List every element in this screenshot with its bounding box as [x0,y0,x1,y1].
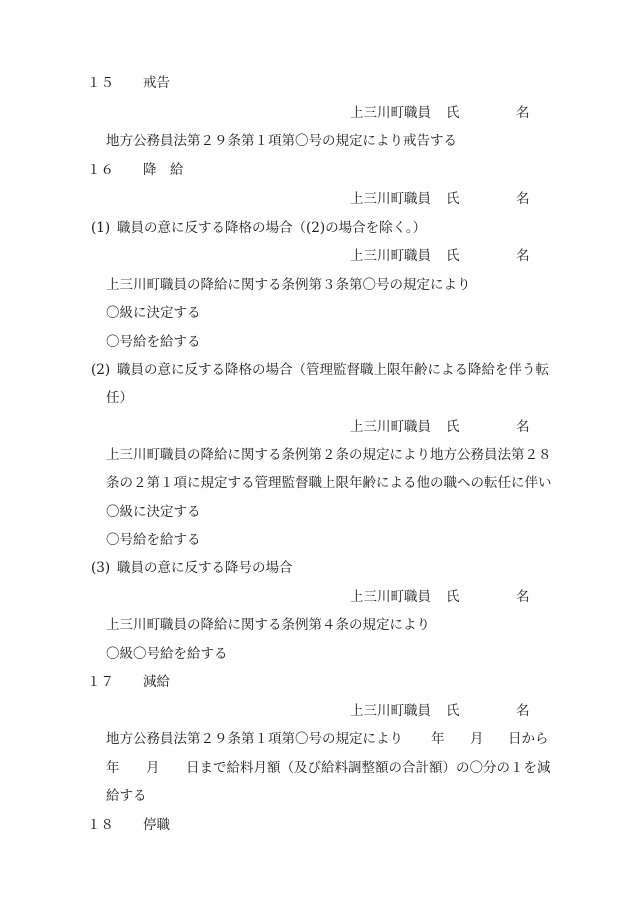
subsection-1-heading [91,222,511,238]
signature-given-name: 名 [516,589,530,605]
subsection-3-grade-step: 〇級〇号給を給する [106,646,228,662]
section-15-heading [87,77,287,93]
subsection-1-body: 上三川町職員の降給に関する条例第３条第〇号の規定により [106,277,471,293]
signature-org: 上三川町職員 [350,589,431,605]
year-label: 年 [106,760,120,776]
month-label: 月 [470,731,484,747]
signature-org: 上三川町職員 [350,248,431,264]
subsection-2-heading [91,364,561,380]
signature-org: 上三川町職員 [350,703,431,719]
signature-line [350,107,550,123]
section-number: １７ [87,674,114,690]
section-title: 戒告 [143,75,170,91]
signature-line [350,250,550,266]
section-15-body: 地方公務員法第２９条第１項第〇号の規定により戒告する [106,133,457,149]
signature-org: 上三川町職員 [350,105,431,121]
signature-surname: 氏 [446,105,460,121]
signature-surname: 氏 [446,703,460,719]
subsection-1-step: 〇号給を給する [106,334,201,350]
section-number: １５ [87,75,114,91]
subsection-1-grade: 〇級に決定する [106,305,201,321]
signature-line [350,193,550,209]
subsection-number: (2) [91,362,111,378]
signature-surname: 氏 [446,589,460,605]
subsection-title: 職員の意に反する降号の場合 [117,560,293,576]
subsection-2-step: 〇号給を給する [106,532,201,548]
section-18-heading [87,819,287,835]
year-label: 年 [431,731,445,747]
month-label: 月 [146,760,160,776]
signature-org: 上三川町職員 [350,419,431,435]
subsection-title: 職員の意に反する降格の場合（(2)の場合を除く。） [117,220,427,236]
subsection-2-body-line1: 上三川町職員の降給に関する条例第２条の規定により地方公務員法第２８ [106,447,552,463]
section-title: 降 給 [143,162,184,178]
signature-given-name: 名 [516,105,530,121]
section-number: １６ [87,162,114,178]
signature-org: 上三川町職員 [350,191,431,207]
subsection-2-grade: 〇級に決定する [106,504,201,520]
subsection-number: (3) [91,560,111,576]
section-title: 停職 [143,817,170,833]
subsection-2-heading-cont: 任） [106,390,133,406]
section-title: 減給 [143,674,170,690]
signature-surname: 氏 [446,419,460,435]
signature-line [350,591,550,607]
subsection-number: (1) [91,220,111,236]
signature-given-name: 名 [516,703,530,719]
subsection-3-heading [91,562,391,578]
signature-given-name: 名 [516,248,530,264]
section-17-text: 地方公務員法第２９条第１項第〇号の規定により [106,731,403,747]
section-17-heading [87,676,287,692]
subsection-3-body: 上三川町職員の降給に関する条例第４条の規定により [106,617,430,633]
signature-surname: 氏 [446,248,460,264]
section-17-body-line1 [106,733,556,749]
section-17-rest: 日まで給料月額（及び給料調整額の合計額）の〇分の１を減 [186,760,551,776]
signature-given-name: 名 [516,419,530,435]
section-16-heading [87,164,287,180]
signature-surname: 氏 [446,191,460,207]
section-number: １８ [87,817,114,833]
signature-given-name: 名 [516,191,530,207]
signature-line [350,421,550,437]
day-from-label: 日から [508,731,549,747]
signature-line [350,705,550,721]
section-17-body-line2 [106,762,556,778]
section-17-body-line3: 給する [106,788,147,804]
subsection-2-body-line2: 条の２第１項に規定する管理監督職上限年齢による他の職への転任に伴い [106,475,552,491]
subsection-title: 職員の意に反する降格の場合（管理監督職上限年齢による降給を伴う転 [117,362,549,378]
